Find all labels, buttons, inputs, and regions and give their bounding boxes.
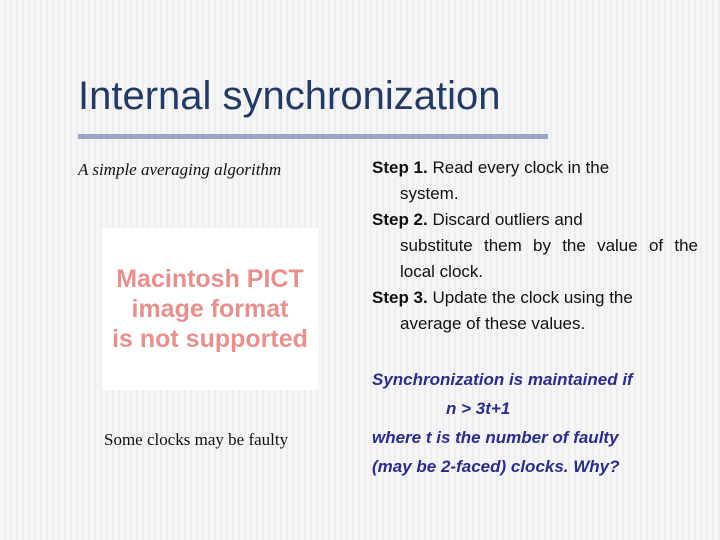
placeholder-line-1: Macintosh PICT bbox=[116, 265, 304, 293]
placeholder-line-3: is not supported bbox=[112, 325, 308, 353]
condition-line-4: (may be 2-faced) clocks. Why? bbox=[372, 457, 620, 476]
step-2 bbox=[372, 207, 698, 285]
step-2-head: Step 2. bbox=[372, 210, 428, 229]
image-placeholder bbox=[102, 228, 318, 390]
slide-title: Internal synchronization bbox=[78, 74, 501, 118]
algorithm-caption: A simple averaging algorithm bbox=[78, 160, 282, 179]
title-underline bbox=[78, 134, 548, 139]
step-2-lead bbox=[372, 210, 583, 229]
condition-line-3: where t is the number of faulty bbox=[372, 428, 619, 447]
step-2-continuation: substitute them by the value of the local clock. bbox=[400, 236, 698, 281]
step-1-continuation: system. bbox=[400, 184, 459, 203]
step-3-head: Step 3. bbox=[372, 288, 428, 307]
condition-formula: n > 3t+1 bbox=[446, 399, 511, 418]
image-placeholder-text bbox=[112, 264, 308, 354]
synchronization-condition bbox=[372, 365, 702, 481]
step-1 bbox=[372, 155, 698, 207]
step-3 bbox=[372, 285, 698, 337]
faulty-clocks-caption: Some clocks may be faulty bbox=[104, 430, 289, 449]
step-3-continuation: average of these values. bbox=[400, 314, 586, 333]
step-1-text: Read every clock in the bbox=[432, 158, 610, 177]
step-1-head: Step 1. bbox=[372, 158, 428, 177]
algorithm-steps bbox=[372, 155, 698, 337]
step-1-lead bbox=[372, 158, 609, 177]
step-3-lead bbox=[372, 288, 633, 307]
placeholder-line-2: image format bbox=[131, 295, 289, 323]
condition-line-1: Synchronization is maintained if bbox=[372, 370, 633, 389]
step-3-text: Update the clock using the bbox=[432, 288, 633, 307]
step-2-text: Discard outliers and bbox=[432, 210, 583, 229]
